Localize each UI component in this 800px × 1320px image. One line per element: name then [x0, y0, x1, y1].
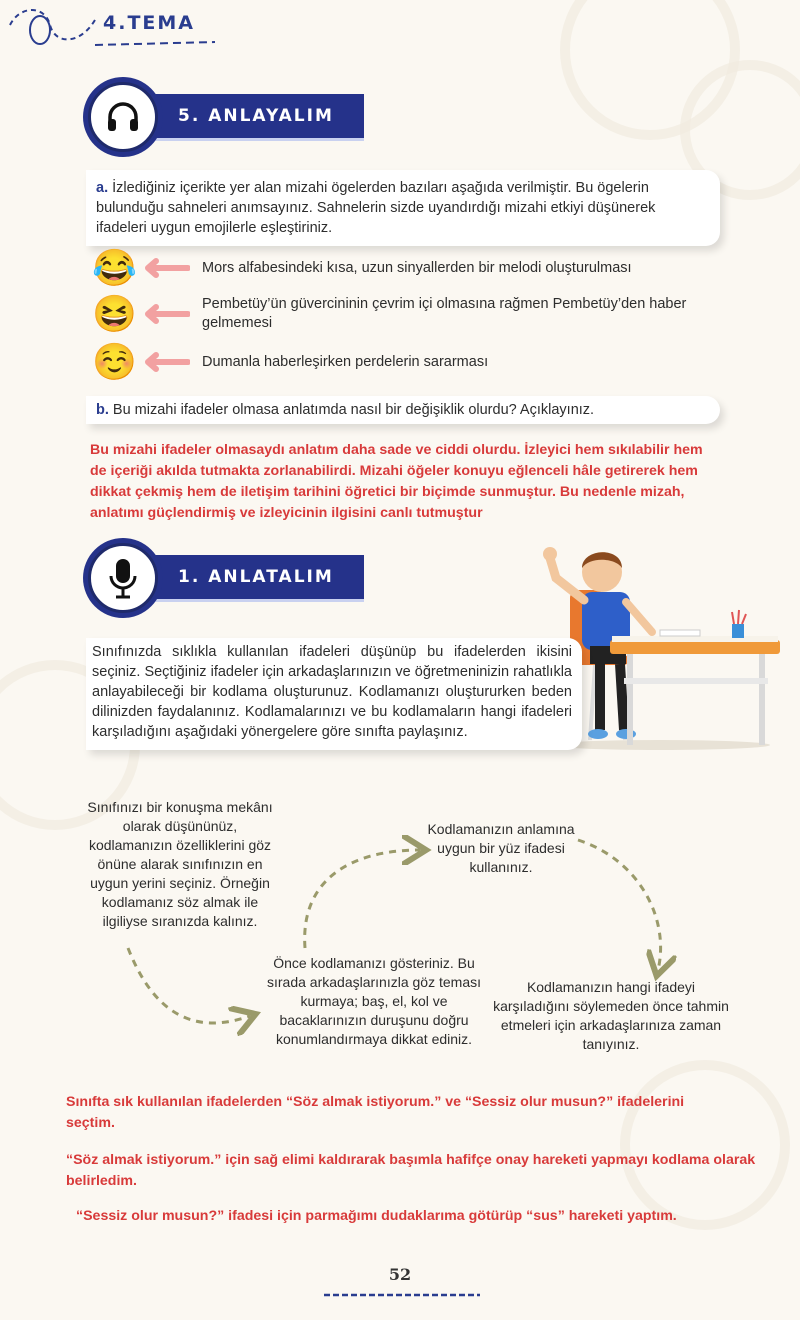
flow-step-2: Önce kodlamanızı gösteriniz. Bu sırada arkadaşlarınızla göz teması kurmaya; baş, el, kol ve bacaklarınızın duruşunu doğru konumlandırmaya dikkat ediniz. [267, 955, 481, 1047]
dashed-arrow [578, 840, 661, 970]
question-b-card [86, 396, 720, 424]
headphones-icon [88, 82, 158, 152]
flow-step-1: Sınıfınızı bir konuşma mekânı olarak düşününüz, kodlamanızın özelliklerini göz önüne alarak sınıfınızın en uygun yerini seçiniz. Örneğin kodlamanız söz almak ile ilgiliyse sıranızda kalınız. [87, 799, 273, 929]
tears-of-joy-emoji-icon[interactable]: 😂 [92, 247, 137, 288]
flow-step-4: Kodlamanızın hangi ifadeyi karşıladığını söylemeden önce tahmin etmeleri için arkadaşlarınıza zaman tanıyınız. [493, 979, 729, 1052]
match-text: Dumanla haberleşirken perdelerin sararması [202, 353, 489, 370]
arrow-left-icon [142, 304, 190, 324]
microphone-icon [88, 543, 158, 613]
match-text: Mors alfabesindeki kısa, uzun sinyallerden bir melodi oluşturulması [202, 259, 632, 276]
match-row [92, 294, 732, 334]
question-a-text: İzlediğiniz içerikte yer alan mizahi ögelerden bazıları aşağıda verilmiştir. Bu ögelerin bulunduğu sahneleri anımsayınız. Sahnelerin sizde uyandırdığı mizahi etkiyi düşünerek ifadeleri uygun emojilerle eşleştiriniz. [96, 180, 656, 236]
question-a-card [86, 170, 720, 246]
instruction-text: Sınıfınızda sıklıkla kullanılan ifadeleri düşünüp bu ifadelerden ikisini seçiniz. Seçtiğiniz ifadeler için arkadaşlarınızın ve öğretmeninizin rahatlıkla anlayabileceği bir kodlama oluşturunuz. Kodlamanızı oluştururken beden dilinizden faydalanınız. Kodlamalarınızı ve bu kodlamaların hangi ifadeleri karşıladığını aşağıdaki yönergelere göre sınıfta paylaşınız. [92, 644, 572, 740]
footer-dashed-line [322, 1290, 482, 1300]
smiling-emoji-icon[interactable]: ☺️ [92, 341, 137, 382]
section-title: 5. ANLAYALIM [146, 94, 364, 141]
flow-step-3: Kodlamanızın anlamına uygun bir yüz ifadesi kullanınız. [427, 821, 575, 875]
arrow-left-icon [142, 352, 190, 372]
laughing-emoji-icon[interactable]: 😆 [92, 293, 137, 334]
question-letter: a. [96, 180, 109, 196]
background-reel-decoration [620, 1060, 790, 1230]
question-letter: b. [96, 402, 109, 418]
arrow-left-icon [142, 258, 190, 278]
match-text: Pembetüy’ün güvercininin çevrim içi olmasına rağmen Pembetüy’den haber gelmemesi [202, 296, 687, 331]
dashed-arrow [305, 850, 420, 948]
tema-label: 4.TEMA [103, 12, 195, 34]
dashed-arrow [128, 948, 250, 1023]
match-row [92, 342, 712, 382]
instruction-card [86, 638, 582, 750]
section-title: 1. ANLATALIM [146, 555, 364, 602]
section-banner-anlatalim [88, 553, 364, 603]
answer-coding-1-text[interactable]: “Söz almak istiyorum.” için sağ elimi kaldırarak başımla hafifçe onay hareketi yapmayı kodlama olarak belirledim. [66, 1152, 756, 1189]
answer-selection-text[interactable]: Sınıfta sık kullanılan ifadelerden “Söz almak istiyorum.” ve “Sessiz olur musun?” ifadelerini seçtim. [66, 1094, 685, 1131]
answer-coding-2-text[interactable]: “Sessiz olur musun?” ifadesi için parmağımı dudaklarıma götürüp “sus” hareketi yaptım. [76, 1208, 677, 1224]
question-b-text: Bu mizahi ifadeler olmasa anlatımda nasıl bir değişiklik olurdu? Açıklayınız. [112, 402, 595, 418]
match-row [92, 248, 712, 288]
page-number: 52 [388, 1265, 412, 1284]
answer-b-text[interactable]: Bu mizahi ifadeler olmasaydı anlatım daha sade ve ciddi olurdu. İzleyici hem sıkılabilir hem de içeriği akılda tutmakta zorlanabilirdi. Mizahi öğeler konuyu eğlenceli hâle getirerek hem dikkat çekmiş hem de iletişim tarihini öğretici bir biçimde sunmuştur. Bu nedenle mizah, anlatımı güçlendirmiş ve izleyicinin ilgisini canlı tutmuştur [90, 442, 703, 521]
flow-arrows [100, 820, 700, 1060]
section-banner-anlayalim [88, 92, 364, 142]
